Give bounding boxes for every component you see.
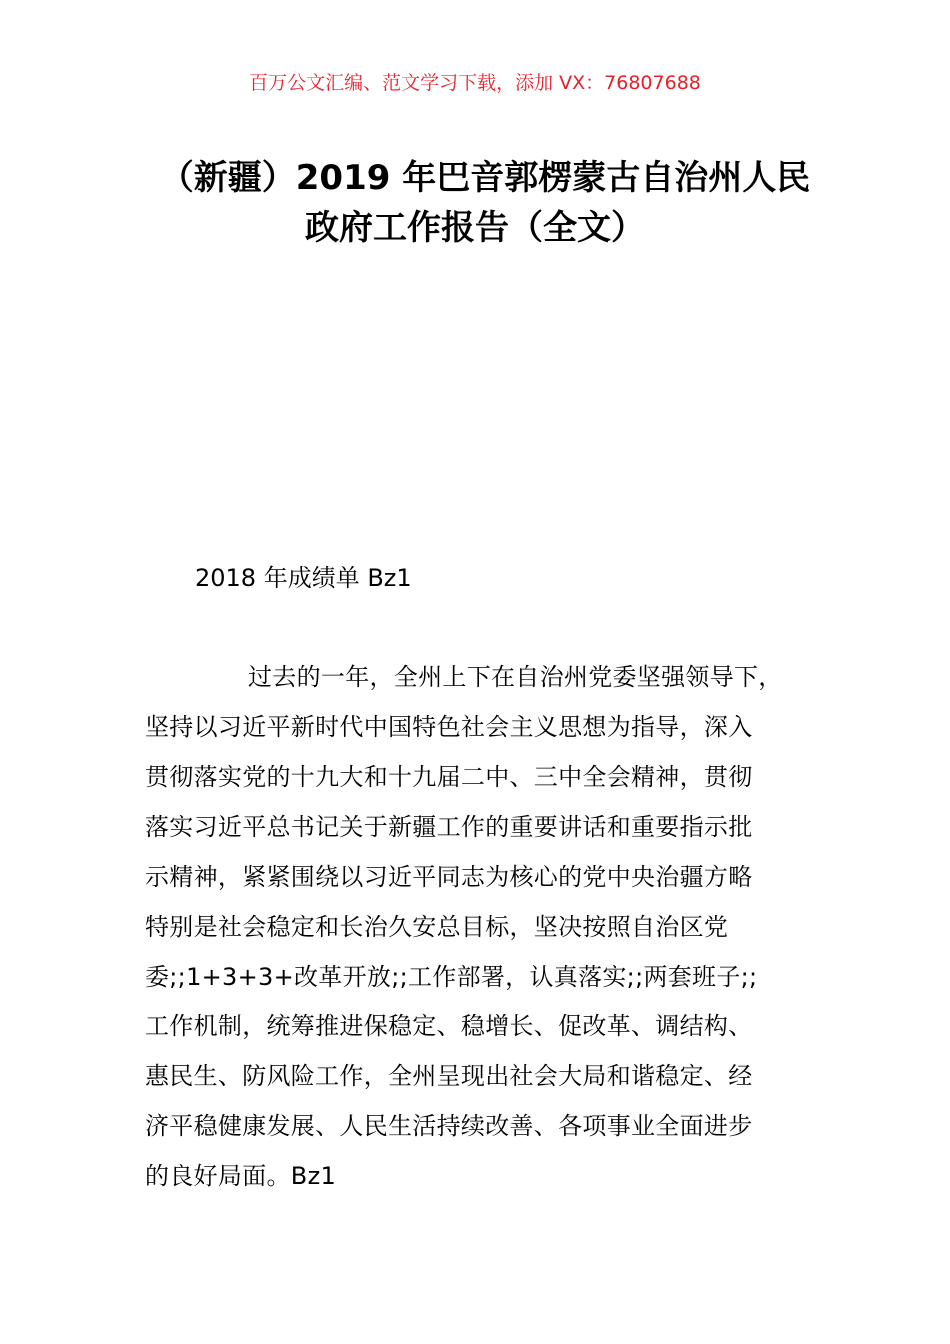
document-title-line-2: 政府工作报告（全文） [305,208,645,248]
watermark-header: 百万公文汇编、范文学习下载，添加 VX：76807688 [249,72,701,94]
paragraph-line: 委;;1+3+3+改革开放;;工作部署，认真落实;;两套班子;; [145,963,758,991]
document-title-line-1: （新疆）2019 年巴音郭楞蒙古自治州人民 [159,158,811,198]
paragraph-line: 坚持以习近平新时代中国特色社会主义思想为指导，深入 [145,713,753,741]
paragraph-line: 示精神，紧紧围绕以习近平同志为核心的党中央治疆方略 [145,863,753,891]
paragraph-line: 济平稳健康发展、人民生活持续改善、各项事业全面进步 [145,1112,753,1140]
paragraph-line: 贯彻落实党的十九大和十九届二中、三中全会精神，贯彻 [145,763,753,791]
paragraph-line: 惠民生、防风险工作，全州呈现出社会大局和谐稳定、经 [145,1062,753,1090]
paragraph-line: 特别是社会稳定和长治久安总目标，坚决按照自治区党 [145,913,729,941]
paragraph-line: 落实习近平总书记关于新疆工作的重要讲话和重要指示批 [145,813,753,841]
section-heading: 2018 年成绩单 Bz1 [195,564,412,592]
paragraph-line: 过去的一年，全州上下在自治州党委坚强领导下， [248,663,783,691]
paragraph-line: 工作机制，统筹推进保稳定、稳增长、促改革、调结构、 [145,1012,753,1040]
paragraph-line: 的良好局面。Bz1 [145,1162,337,1190]
